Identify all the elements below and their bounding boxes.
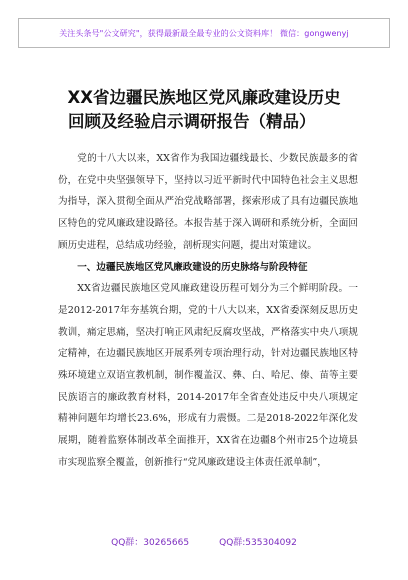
document-body — [58, 148, 358, 474]
title-line-2: 回顾及经验启示调研报告（精品） — [68, 112, 316, 131]
footer — [0, 535, 408, 555]
title-line-1: XX省边疆民族地区党风廉政建设历史 — [67, 88, 341, 107]
section-heading: 一、边疆民族地区党风廉政建设的历史脉络与阶段特征 — [77, 261, 308, 273]
document-title — [30, 86, 378, 134]
intro-paragraph: 党的十八大以来，XX省作为我国边疆线最长、少数民族最多的省份，在党中央坚强领导下，坚持以习近平新时代中国特色社会主义思想为指导，深入贯彻全面从严治党战略部署，探索形成了具有边疆民族地区特色的党风廉政建设路径。本报告基于深入调研和系统分析，全面回顾历史进程，总结成功经验，剖析现实问题，提出对策建议。 — [58, 153, 358, 251]
footer-qq-group-2: QQ群:535304092 — [219, 538, 297, 548]
footer-qq-group-1: QQ群：30265665 — [111, 538, 190, 548]
section-paragraph: XX省边疆民族地区党风廉政建设历程可划分为三个鲜明阶段。一是2012-2017年夯基筑台期，党的十八大以来，XX省委深刻反思历史教训，痛定思痛，坚决打响正风肃纪反腐攻坚战，严格落实中央八项规定精神，在边疆民族地区开展系列专项治理行动，针对边疆民族地区特殊环境建立双语宣教机制，制作覆盖汉、彝、白、哈尼、傣、苗等主要民族语言的廉政教育材料，2014-2017年全省查处违反中央八项规定精神问题年均增长23.6%，形成有力震慑。二是2018-2022年深化发展期，随着监察体制改革全面推开，XX省在边疆8个州市25个边境县市实现监察全覆盖，创新推行“党风廉政建设主体责任派单制”， — [58, 283, 358, 468]
header-banner: 关注头条号"公文研究"，获得最新最全最专业的公文资料库！ 微信：gongwenyj — [18, 18, 390, 48]
